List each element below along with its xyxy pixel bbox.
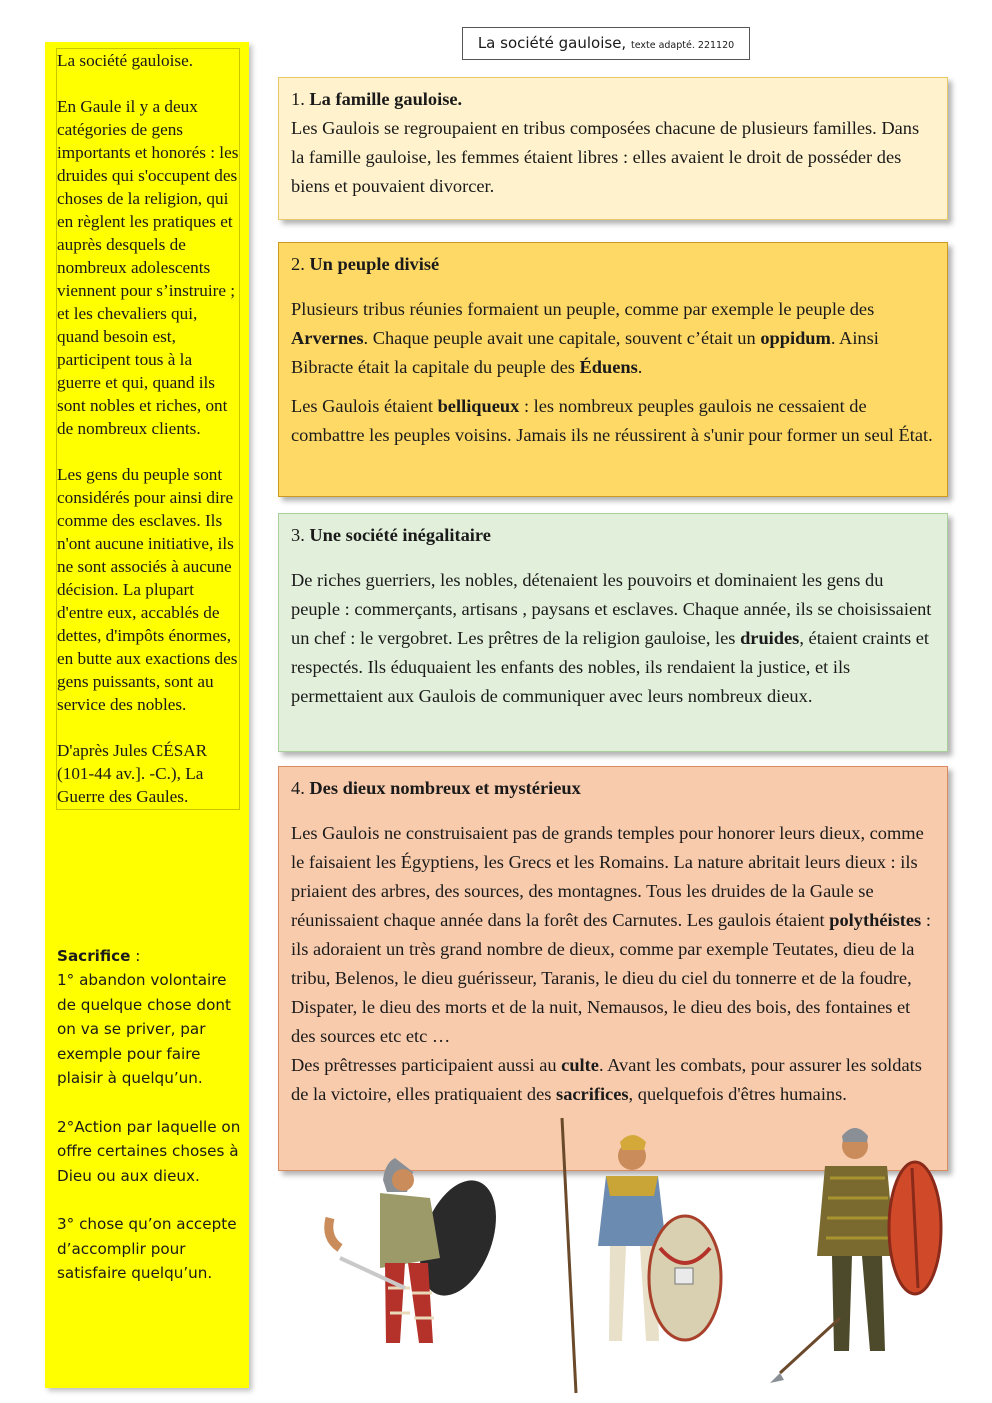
definition-item: 2°Action par laquelle on offre certaines choses à Dieu ou aux dieux.: [57, 1117, 241, 1185]
section-heading: [291, 88, 935, 110]
section-peuple: [278, 242, 948, 497]
section-title: Une société inégalitaire: [309, 525, 491, 545]
sidebar-source: D'après Jules CÉSAR (101-44 av.]. -C.), La Guerre des Gaules.: [57, 741, 208, 806]
sacrifice-definition: [57, 944, 242, 1286]
section-number: 3.: [291, 525, 310, 545]
section-heading: [291, 524, 935, 546]
gaulish-warriors-illustration: [300, 1118, 960, 1398]
keyword: oppidum: [760, 328, 831, 348]
section-text: Plusieurs tribus réunies formaient un peuple, comme par exemple le peuple des Arvernes. Chaque peuple avait une capitale, souvent c’était un oppidum. Ainsi Bibracte était la capitale du peuple des Éduens.: [291, 299, 879, 377]
keyword: Arvernes: [291, 328, 364, 348]
section-title: La famille gauloise.: [309, 89, 463, 109]
warrior-shieldbearer: [770, 1128, 941, 1383]
keyword: belliqueux: [437, 396, 520, 416]
section-text: Les Gaulois se regroupaient en tribus composées chacune de plusieurs familles. Dans la famille gauloise, les femmes étaient libres : elles avaient le droit de posséder des biens et pouvaient divorcer.: [291, 118, 920, 196]
keyword: druides: [740, 628, 800, 648]
caesar-quote: [56, 48, 240, 810]
section-text: Des prêtresses participaient aussi au culte. Avant les combats, pour assurer les soldats de la victoire, elles pratiquaient des sacrifices, quelquefois d'êtres humains.: [291, 1055, 922, 1104]
keyword: culte: [561, 1055, 599, 1075]
warrior-spearman: [557, 1118, 721, 1393]
definition-item: 3° chose qu’on accepte d’accomplir pour satisfaire quelqu’un.: [57, 1215, 237, 1283]
section-title: Des dieux nombreux et mystérieux: [309, 778, 581, 798]
section-societe: [278, 513, 948, 752]
keyword: polythéistes: [829, 910, 922, 930]
sidebar-paragraph: Les gens du peuple sont considérés pour ainsi dire comme des esclaves. Ils n'ont aucune initiative, ils ne sont associés à aucune décision. La plupart d'entre eux, accablés de dettes, d'impôts énormes, en butte aux exactions des gens puissants, sont au service des nobles.: [57, 465, 238, 714]
page-title-text: La société gauloise,: [477, 34, 627, 52]
sidebar-paragraph: En Gaule il y a deux catégories de gens importants et honorés : les druides qui s'occupent des choses de la religion, qui en règlent les pratiques et auprès desquels de nombreux adolescents viennent pour s’instruire ; et les chevaliers qui, quand besoin est, participent tous à la guerre et qui, quand ils sont nobles et riches, ont de nombreux clients.: [57, 97, 239, 438]
warrior-swordsman: [329, 1158, 511, 1343]
section-dieux: [278, 766, 948, 1171]
definition-item: 1° abandon volontaire de quelque chose dont on va se priver, par exemple pour faire plaisir à quelqu’un.: [57, 971, 231, 1088]
page-subtitle: texte adapté. 221120: [630, 40, 735, 51]
section-number: 2.: [291, 254, 310, 274]
definition-term: [57, 944, 242, 1090]
section-text: Les Gaulois ne construisaient pas de grands temples pour honorer leurs dieux, comme le faisaient les Égyptiens, les Grecs et les Romains. La nature abritait leurs dieux : ils priaient des arbres, des sources, des montagnes. Tous les druides de la Gaule se réunissaient chaque année dans la forêt des Carnutes. Les gaulois étaient polythéistes : ils adoraient un très grand nombre de dieux, comme par exemple Teutates, dieu de la tribu, Belenos, le dieu guérisseur, Taranis, le dieu du ciel du tonnerre et de la foudre, Dispater, le dieu des morts et de la nuit, Nemausos, le dieu des bois, des fontaines et des sources etc etc …: [291, 823, 931, 1046]
section-number: 1.: [291, 89, 310, 109]
section-text: Les Gaulois étaient belliqueux : les nombreux peuples gaulois ne cessaient de combattre les peuples voisins. Jamais ils ne réussirent à s'unir pour former un seul État.: [291, 396, 933, 445]
sidebar-heading: La société gauloise.: [57, 51, 194, 70]
definition-term-colon: :: [130, 947, 141, 965]
section-number: 4.: [291, 778, 310, 798]
section-famille: [278, 77, 948, 220]
definition-term-word: Sacrifice: [57, 947, 131, 965]
page-title: [462, 27, 750, 60]
section-title: Un peuple divisé: [309, 254, 440, 274]
section-text: De riches guerriers, les nobles, détenaient les pouvoirs et dominaient les gens du peuple : commerçants, artisans , paysans et esclaves. Chaque année, ils se choisissaient un chef : le vergobret. Les prêtres de la religion gauloise, les druides, étaient craints et respectés. Ils éduquaient les enfants des nobles, ils rendaient la justice, et ils permettaient aux Gaulois de communiquer avec leurs nombreux dieux.: [291, 570, 932, 706]
keyword: Éduens: [579, 357, 638, 377]
section-heading: [291, 253, 935, 275]
section-heading: [291, 777, 935, 799]
keyword: sacrifices: [556, 1084, 629, 1104]
